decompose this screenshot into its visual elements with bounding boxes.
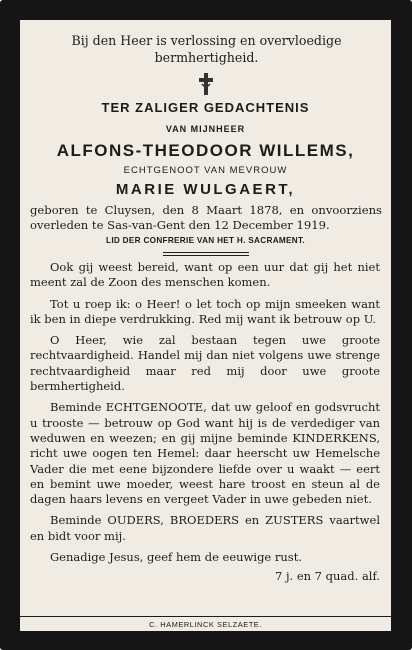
divider-rule [163, 255, 249, 256]
printer-credit: C. HAMERLINCK SELZAETE. [149, 620, 262, 629]
opening-verse: Bij den Heer is verlossing en overvloedige bermhertigheid. [71, 33, 342, 65]
prayer-text [30, 260, 380, 591]
membership-line: LID DER CONFRERIE VAN HET H. SACRAMENT. [106, 236, 305, 245]
cross-icon [196, 71, 216, 97]
indulgence-line: 7 j. en 7 quad. alf. [274, 569, 380, 584]
card-paper [20, 20, 391, 631]
paragraph: Beminde OUDERS, BROEDERS en ZUSTERS vaartwel en bidt voor mij. [30, 513, 380, 543]
paragraph: Beminde ECHTGENOOTE, dat uw geloof en godsvrucht u trooste — betrouw op God want hij is de verdediger van weduwen en weezen; en gij mijne beminde KINDERKENS, richt uwe oogen ten Hemel: daar heerscht uw Hemelsche Vader die met eene bijzondere liefde over u waakt — eert en bemint uwe moeder, weest hare troost en steun al de dagen haars levens en vergeet Vader in uwe gebeden niet. [30, 400, 380, 507]
paragraph: Tot u roep ik: o Heer! o let toch op mijn smeeken want ik ben in diepe verdrukking. Red mij want ik betrouw op U. [30, 296, 380, 326]
footer-rule [20, 616, 391, 617]
paragraph: Ook gij weest bereid, want op een uur dat gij het niet meent zal de Zoon des menschen komen. [30, 260, 380, 290]
memorial-heading: TER ZALIGER GEDACHTENIS [101, 100, 310, 115]
deceased-name: ALFONS-THEODOOR WILLEMS, [56, 141, 355, 160]
paragraph: Genadige Jesus, geef hem de eeuwige rust. [50, 550, 302, 565]
birth-death-text: geboren te Cluysen, den 8 Maart 1878, en onvoorziens overleden te Sas-van-Gent den 12 December 1919. [30, 203, 382, 232]
spouse-of-label: ECHTGENOOT VAN MEVROUW [123, 165, 288, 176]
spouse-name: MARIE WULGAERT, [115, 181, 296, 198]
paragraph: O Heer, wie zal bestaan tegen uwe groote rechtvaardigheid. Handel mij dan niet volgens uwe strenge rechtvaardigheid maar red mij door uwe groote bermhertigheid. [30, 333, 380, 394]
divider-rule [163, 252, 249, 253]
van-mijnheer-label: VAN MIJNHEER [165, 124, 246, 134]
